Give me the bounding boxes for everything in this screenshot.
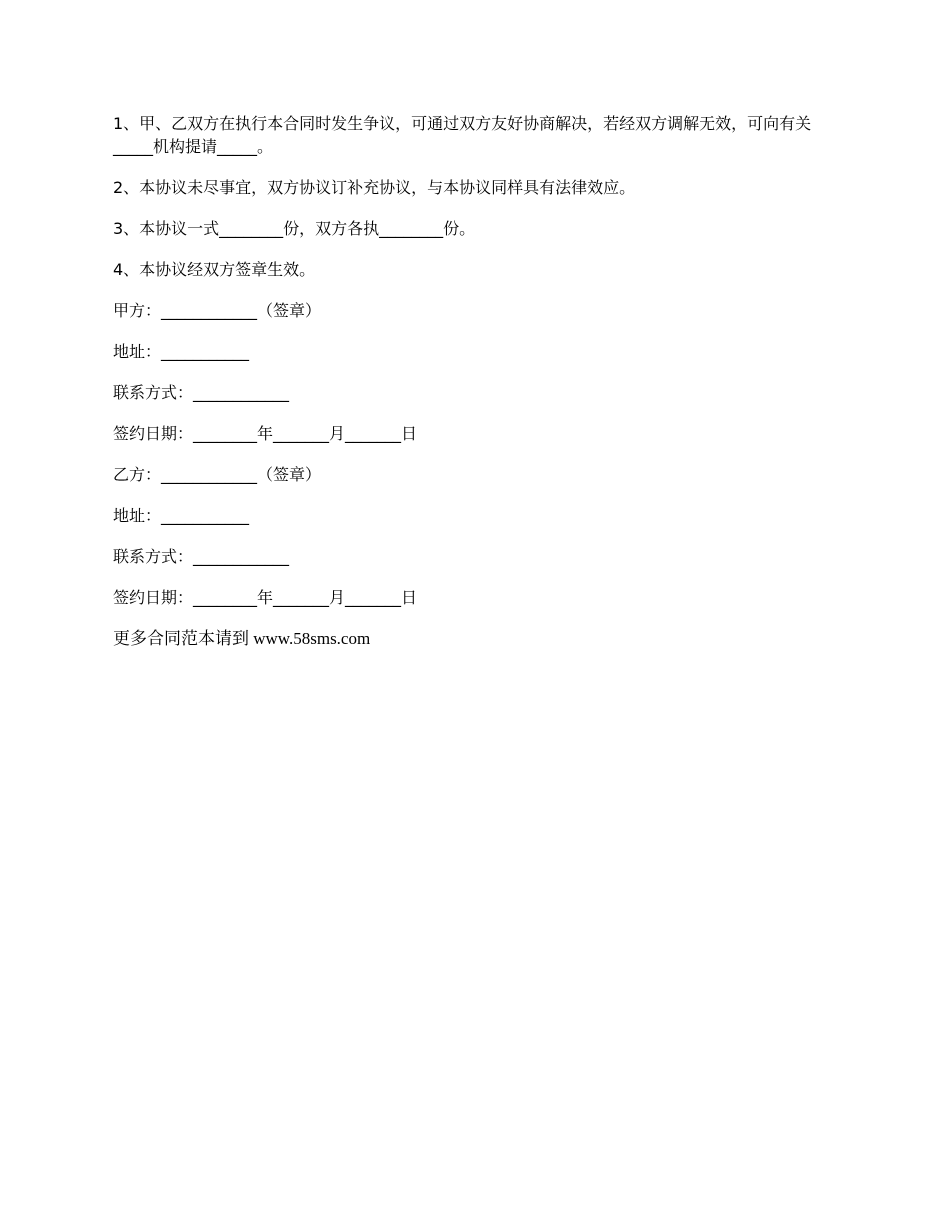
party-a-contact: 联系方式：____________ <box>113 383 290 402</box>
clause-1: 1、甲、乙双方在执行本合同时发生争议，可通过双方友好协商解决，若经双方调解无效，可向有关_____机构提请_____。 <box>113 114 812 156</box>
clause-4: 4、本协议经双方签章生效。 <box>113 260 316 279</box>
party-a-sign-date: 签约日期：________年_______月_______日 <box>113 424 418 443</box>
clause-3: 3、本协议一式________份，双方各执________份。 <box>113 219 476 238</box>
footer-link-text: 更多合同范本请到 www.58sms.com <box>113 629 371 648</box>
party-b-contact: 联系方式：____________ <box>113 547 290 566</box>
party-b-address: 地址：___________ <box>113 506 250 525</box>
party-b-signature: 乙方：____________（签章） <box>113 465 322 484</box>
clause-2: 2、本协议未尽事宜，双方协议订补充协议，与本协议同样具有法律效应。 <box>113 178 636 197</box>
contract-page <box>113 112 843 668</box>
party-a-address: 地址：___________ <box>113 342 250 361</box>
party-a-signature: 甲方：____________（签章） <box>113 301 322 320</box>
party-b-sign-date: 签约日期：________年_______月_______日 <box>113 588 418 607</box>
